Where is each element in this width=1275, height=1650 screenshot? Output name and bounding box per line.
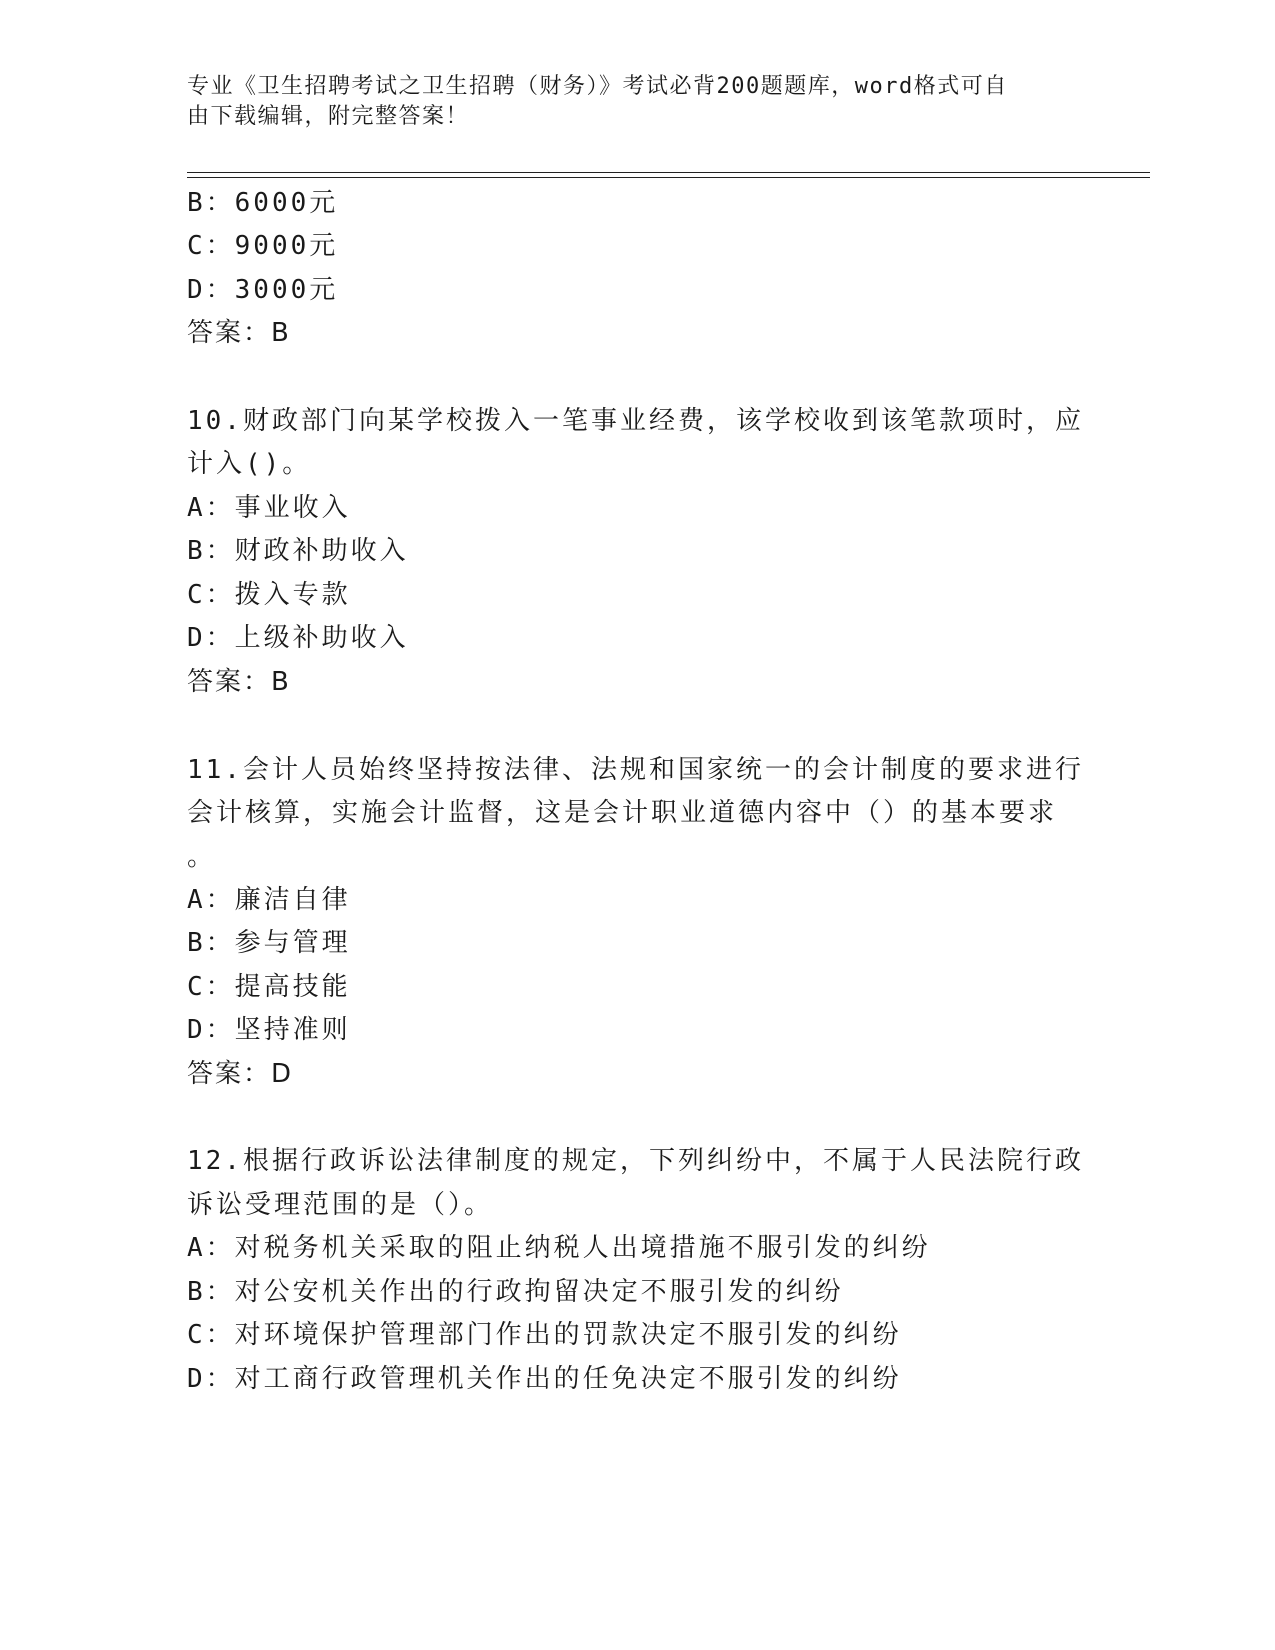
option-d: D：3000元 — [187, 275, 339, 305]
question-10-option-a: A：事业收入 — [187, 493, 351, 523]
header-line-2: 由下载编辑，附完整答案！ — [187, 104, 470, 129]
question-10-option-b: B：财政补助收入 — [187, 536, 409, 566]
header-rule-bottom — [187, 177, 1150, 178]
question-12-stem-2: 诉讼受理范围的是（）。 — [187, 1190, 494, 1220]
option-b: B：6000元 — [187, 188, 339, 218]
question-10-stem-1: 10.财政部门向某学校拨入一笔事业经费，该学校收到该笔款项时，应 — [187, 406, 1084, 436]
question-10-answer: 答案：B — [187, 667, 291, 697]
document-header — [187, 72, 1067, 132]
question-12-option-a: A：对税务机关采取的阻止纳税人出境措施不服引发的纠纷 — [187, 1233, 931, 1263]
question-11-stem-3: 。 — [187, 842, 217, 872]
question-11-option-a: A：廉洁自律 — [187, 885, 351, 915]
question-12-stem-1: 12.根据行政诉讼法律制度的规定，下列纠纷中，不属于人民法院行政 — [187, 1146, 1084, 1176]
question-11-stem-1: 11.会计人员始终坚持按法律、法规和国家统一的会计制度的要求进行 — [187, 755, 1084, 785]
header-line-1: 专业《卫生招聘考试之卫生招聘（财务）》考试必背200题题库，word格式可自 — [187, 74, 1008, 99]
question-10-option-c: C：拨入专款 — [187, 580, 351, 610]
question-11-option-c: C：提高技能 — [187, 972, 351, 1002]
question-11-stem-2: 会计核算，实施会计监督，这是会计职业道德内容中（）的基本要求 — [187, 798, 1058, 828]
option-c: C：9000元 — [187, 231, 339, 261]
question-11-answer: 答案：D — [187, 1059, 294, 1089]
question-11-option-b: B：参与管理 — [187, 928, 351, 958]
question-10-stem-2: 计入()。 — [187, 449, 312, 479]
answer: 答案：B — [187, 318, 291, 348]
question-10-option-d: D：上级补助收入 — [187, 623, 409, 653]
header-rule-top — [187, 172, 1150, 173]
question-12-option-b: B：对公安机关作出的行政拘留决定不服引发的纠纷 — [187, 1277, 844, 1307]
question-12-option-d: D：对工商行政管理机关作出的任免决定不服引发的纠纷 — [187, 1364, 902, 1394]
question-12-option-c: C：对环境保护管理部门作出的罚款决定不服引发的纠纷 — [187, 1320, 902, 1350]
question-11-option-d: D：坚持准则 — [187, 1015, 351, 1045]
